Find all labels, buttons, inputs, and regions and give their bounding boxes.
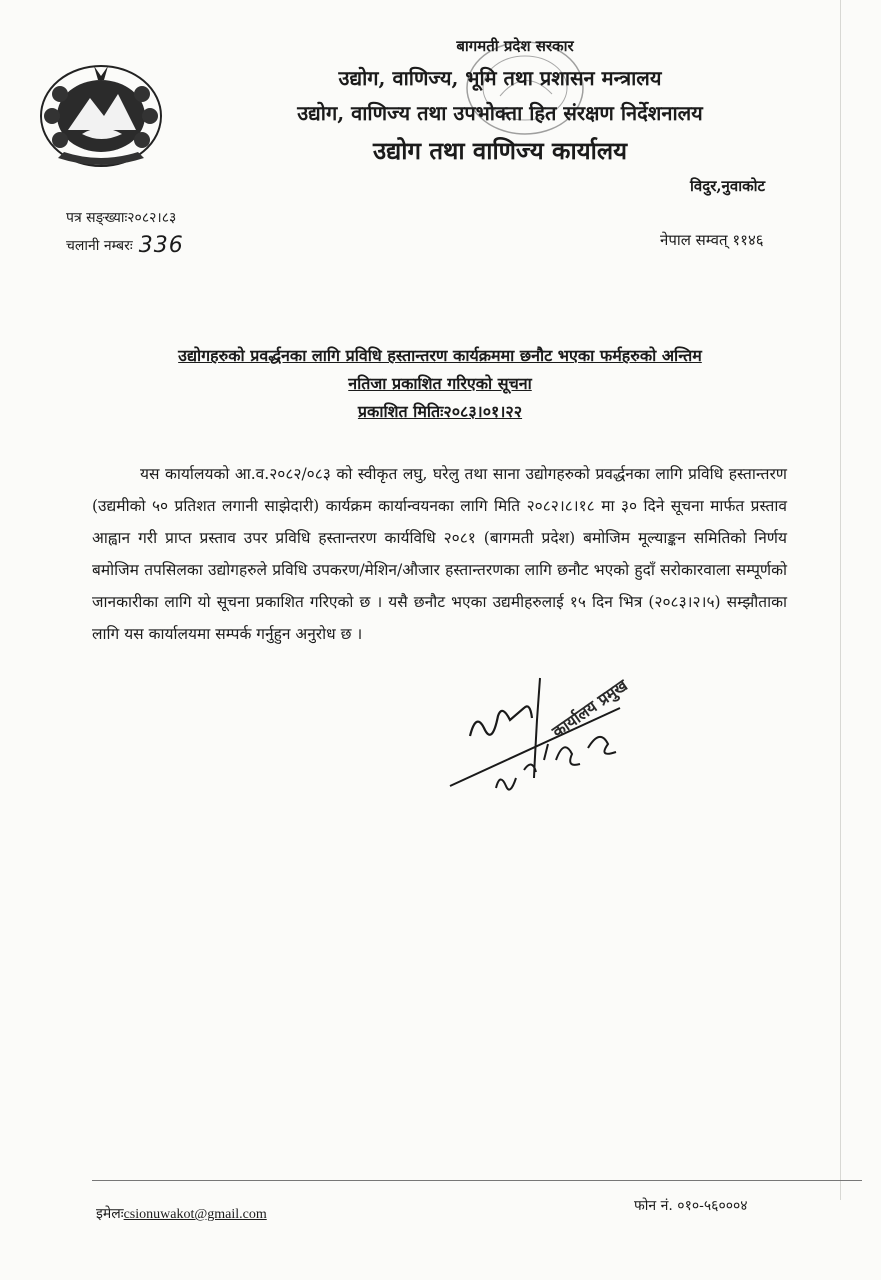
page-edge	[840, 0, 841, 1200]
government-name: बागमती प्रदेश सरकार	[456, 37, 574, 55]
notice-title	[90, 342, 790, 426]
dispatch-number: 336	[138, 233, 184, 258]
title-line-1: उद्योगहरुको प्रवर्द्धनका लागि प्रविधि हस्तान्तरण कार्यक्रममा छनौट भएका फर्महरुको अन्तिम	[178, 346, 702, 365]
signature	[440, 668, 690, 818]
email-link[interactable]: csionuwakot@gmail.com	[123, 1207, 267, 1222]
footer-phone: फोन नं. ०१०-५६०००४	[634, 1198, 748, 1214]
dispatch-row	[66, 232, 184, 260]
footer-email	[96, 1204, 267, 1223]
ministry-name: उद्योग, वाणिज्य, भूमि तथा प्रशासन मन्त्रालय	[338, 66, 662, 90]
letter-number: पत्र सङ्ख्याः२०८२।८३	[66, 210, 177, 226]
office-name: उद्योग तथा वाणिज्य कार्यालय	[372, 136, 628, 165]
government-emblem	[38, 60, 164, 172]
letter-references	[66, 204, 184, 260]
letterhead	[220, 36, 780, 167]
title-line-2: नतिजा प्रकाशित गरिएको सूचना	[348, 374, 532, 393]
directorate-name: उद्योग, वाणिज्य तथा उपभोक्ता हित संरक्षण निर्देशनालय	[297, 101, 703, 125]
footer-rule	[92, 1180, 862, 1181]
nepal-year: नेपाल सम्वत् ११४६	[660, 231, 764, 249]
signature-stamp: कार्यालय प्रमुख	[548, 675, 631, 742]
notice-body: यस कार्यालयको आ.व.२०८२/०८३ को स्वीकृत लघु, घरेलु तथा साना उद्योगहरुको प्रवर्द्धनका लागि प्रविधि हस्तान्तरण (उद्यमीको ५० प्रतिशत लगानी साझेदारी) कार्यक्रम कार्यान्वयनका लागि मिति २०८२।८।१८ मा ३० दिने सूचना मार्फत प्रस्ताव आह्वान गरी प्राप्त प्रस्ताव उपर प्रविधि हस्तान्तरण कार्यविधि २०८१ (बागमती प्रदेश) बमोजिम मूल्याङ्कन समितिको निर्णय बमोजिम तपसिलका उद्योगहरुले प्रविधि उपकरण/मेशिन/औजार हस्तान्तरणका लागि छनौट भएको हुदाँ सरोकारवाला सम्पूर्णको जानकारीका लागि यो सूचना प्रकाशित गरिएको छ । यसै छनौट भएका उद्यमीहरुलाई १५ दिन भित्र (२०८३।२।५) सम्झौताका लागि यस कार्यालयमा सम्पर्क गर्नुहुन अनुरोध छ ।	[92, 465, 787, 643]
email-label: इमेलः	[96, 1206, 124, 1222]
dispatch-label: चलानी नम्बरः	[66, 238, 133, 254]
publication-date: प्रकाशित मितिः२०८३।०१।२२	[357, 402, 523, 421]
office-location: विदुर,नुवाकोट	[690, 177, 766, 195]
